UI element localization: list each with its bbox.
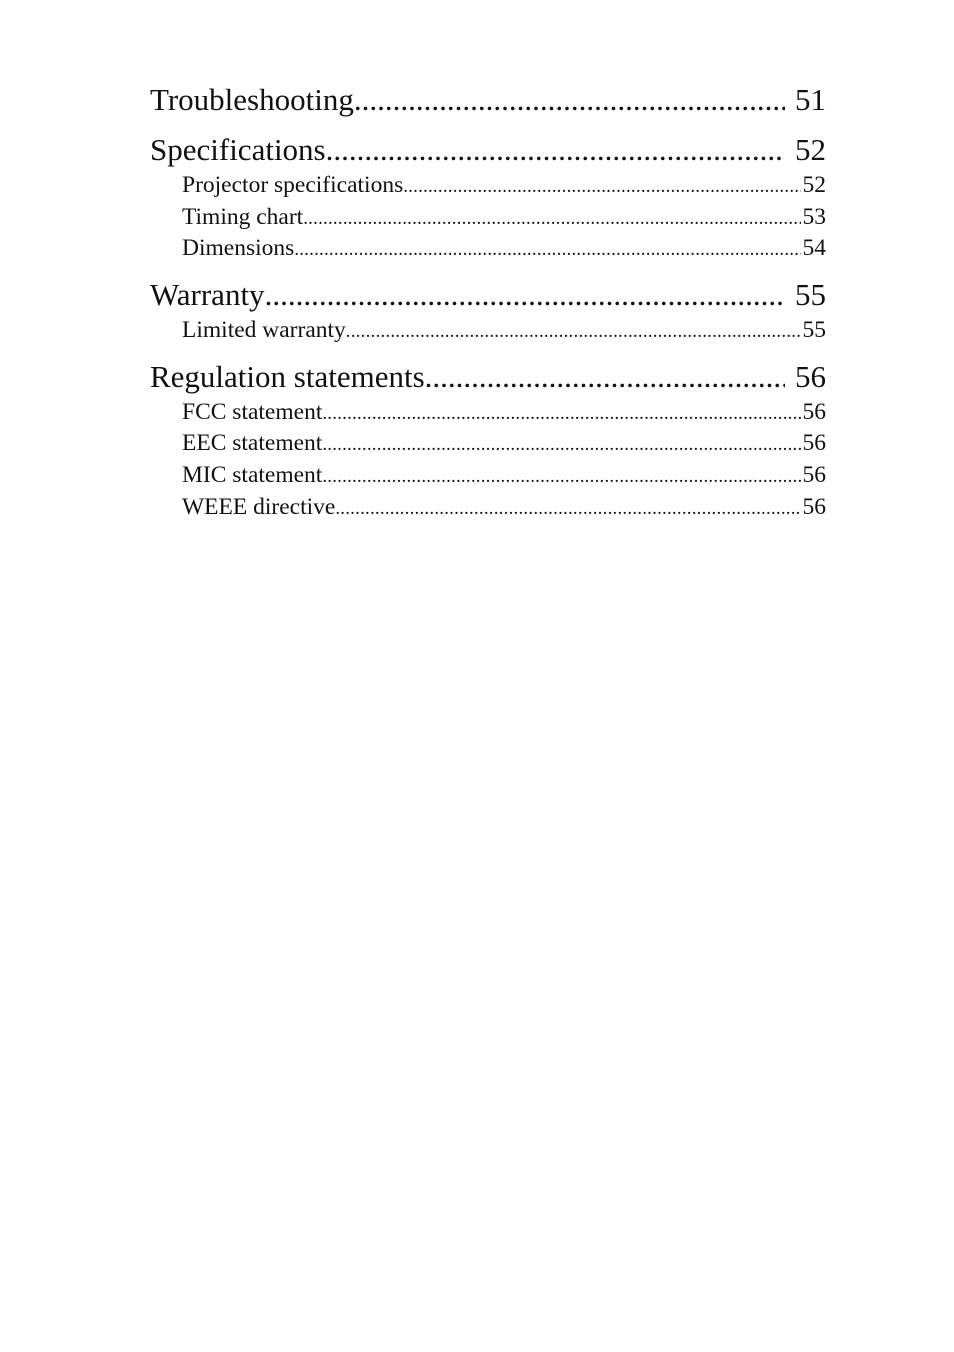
toc-entry-title: EEC statement [182, 430, 323, 457]
toc-entry-weee-directive[interactable] [150, 492, 826, 524]
dot-leader [403, 171, 800, 202]
toc-entry-dimensions[interactable] [150, 233, 826, 265]
table-of-contents [150, 80, 826, 524]
toc-entry-fcc-statement[interactable] [150, 397, 826, 429]
dot-leader [303, 203, 800, 234]
dot-leader [322, 429, 800, 460]
toc-entry-title: WEEE directive [182, 493, 336, 520]
toc-entry-title: Timing chart [182, 203, 304, 230]
dot-leader [322, 461, 800, 492]
toc-section-title: Troubleshooting [150, 82, 354, 117]
toc-entry-title: MIC statement [182, 462, 323, 489]
toc-page-number: 56 [802, 430, 826, 457]
toc-entry-title: Dimensions [182, 235, 295, 262]
toc-entry-title: Limited warranty [182, 317, 346, 344]
toc-entry-limited-warranty[interactable] [150, 315, 826, 347]
dot-leader [326, 130, 785, 170]
toc-page-number: 56 [802, 462, 826, 489]
dot-leader [354, 80, 785, 120]
toc-page-number: 53 [802, 203, 826, 230]
toc-page-number: 56 [802, 493, 826, 520]
toc-entry-mic-statement[interactable] [150, 460, 826, 492]
toc-page-number: 55 [802, 317, 826, 344]
dot-leader [425, 357, 785, 397]
toc-entry-title: FCC statement [182, 398, 323, 425]
toc-section-warranty[interactable] [150, 275, 826, 315]
toc-page-number: 54 [802, 235, 826, 262]
toc-entry-title: Projector specifications [182, 172, 404, 198]
toc-entry-timing-chart[interactable] [150, 202, 826, 234]
toc-page-number: 52 [795, 132, 826, 167]
toc-page-number: 56 [795, 358, 826, 394]
dot-leader [335, 493, 800, 524]
toc-section-title: Warranty [150, 277, 265, 313]
toc-page-number: 52 [802, 172, 826, 198]
dot-leader [294, 234, 800, 265]
toc-entry-eec-statement[interactable] [150, 428, 826, 460]
toc-section-specifications[interactable] [150, 130, 826, 170]
dot-leader [265, 275, 785, 315]
dot-leader [346, 316, 801, 347]
toc-section-troubleshooting[interactable] [150, 80, 826, 120]
toc-entry-projector-specifications[interactable] [150, 170, 826, 202]
dot-leader [322, 398, 800, 429]
toc-page-number: 56 [802, 398, 826, 425]
toc-section-title: Specifications [150, 132, 326, 167]
toc-page-number: 55 [795, 277, 826, 313]
toc-page-number: 51 [795, 82, 826, 117]
toc-section-regulation-statements[interactable] [150, 357, 826, 397]
toc-section-title: Regulation statements [150, 358, 425, 394]
